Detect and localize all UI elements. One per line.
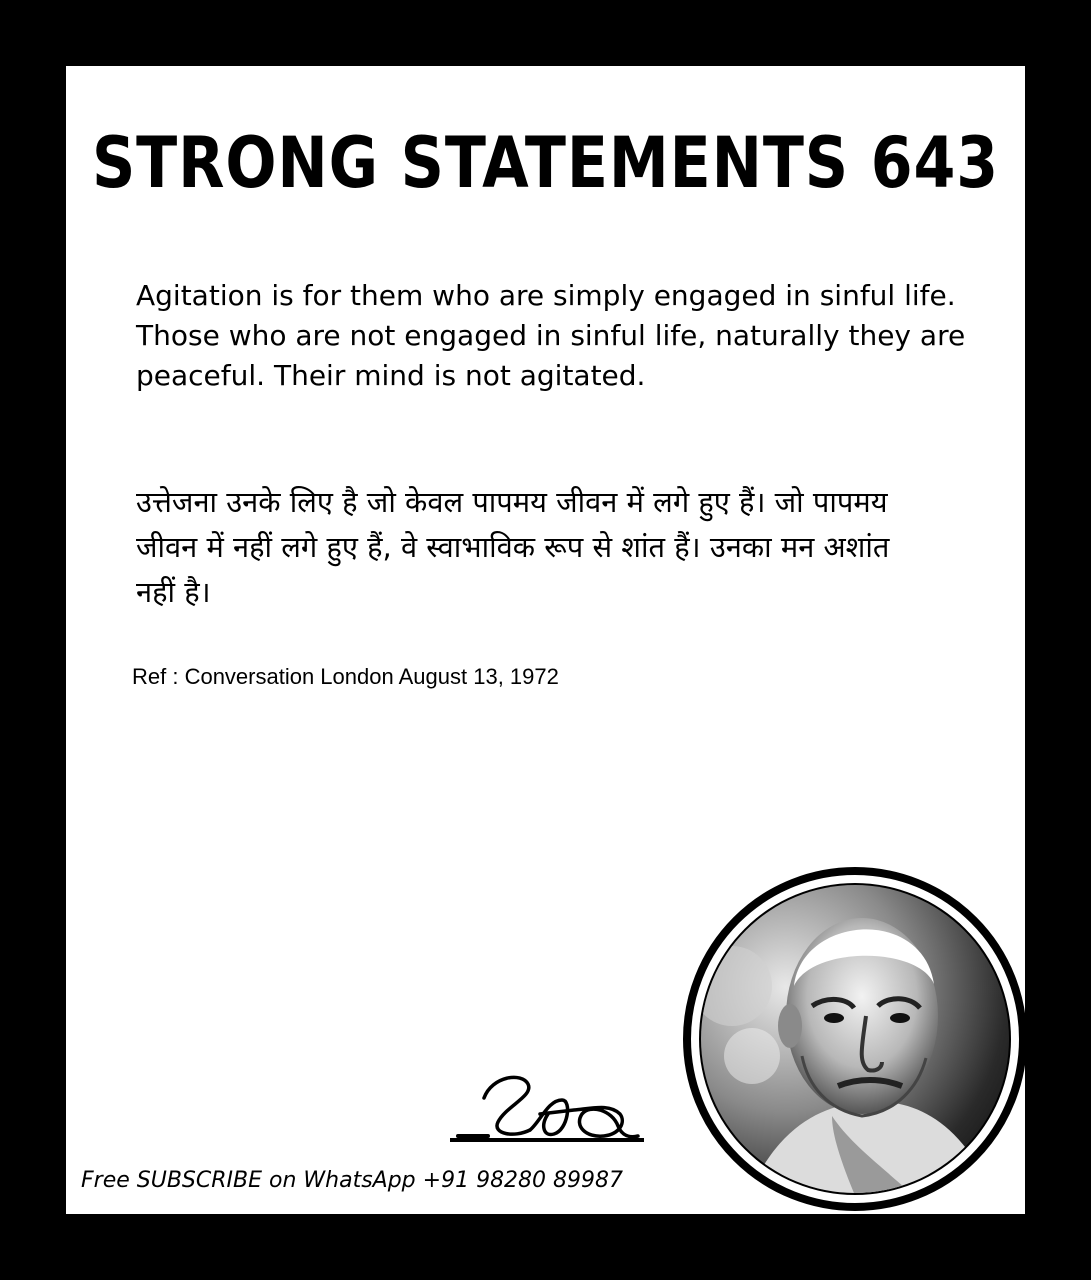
reference-line: Ref : Conversation London August 13, 1972	[132, 664, 559, 689]
hindi-statement: उत्तेजना उनके लिए है जो केवल पापमय जीवन में लगे हुए हैं। जो पापमय जीवन में नहीं लगे हुए हैं, वे स्वाभाविक रूप से शांत हैं। उनका मन अशांत नहीं है।	[136, 485, 890, 609]
portrait-image	[682, 866, 1028, 1212]
signature-image	[444, 1070, 650, 1146]
page-title: STRONG STATEMENTS 643	[91, 122, 1000, 204]
subscribe-footer: Free SUBSCRIBE on WhatsApp +91 98280 89987	[81, 1168, 624, 1193]
english-statement: Agitation is for them who are simply engaged in sinful life. Those who are not engaged in sinful life, naturally they are peaceful. Their mind is not agitated.	[136, 279, 966, 392]
